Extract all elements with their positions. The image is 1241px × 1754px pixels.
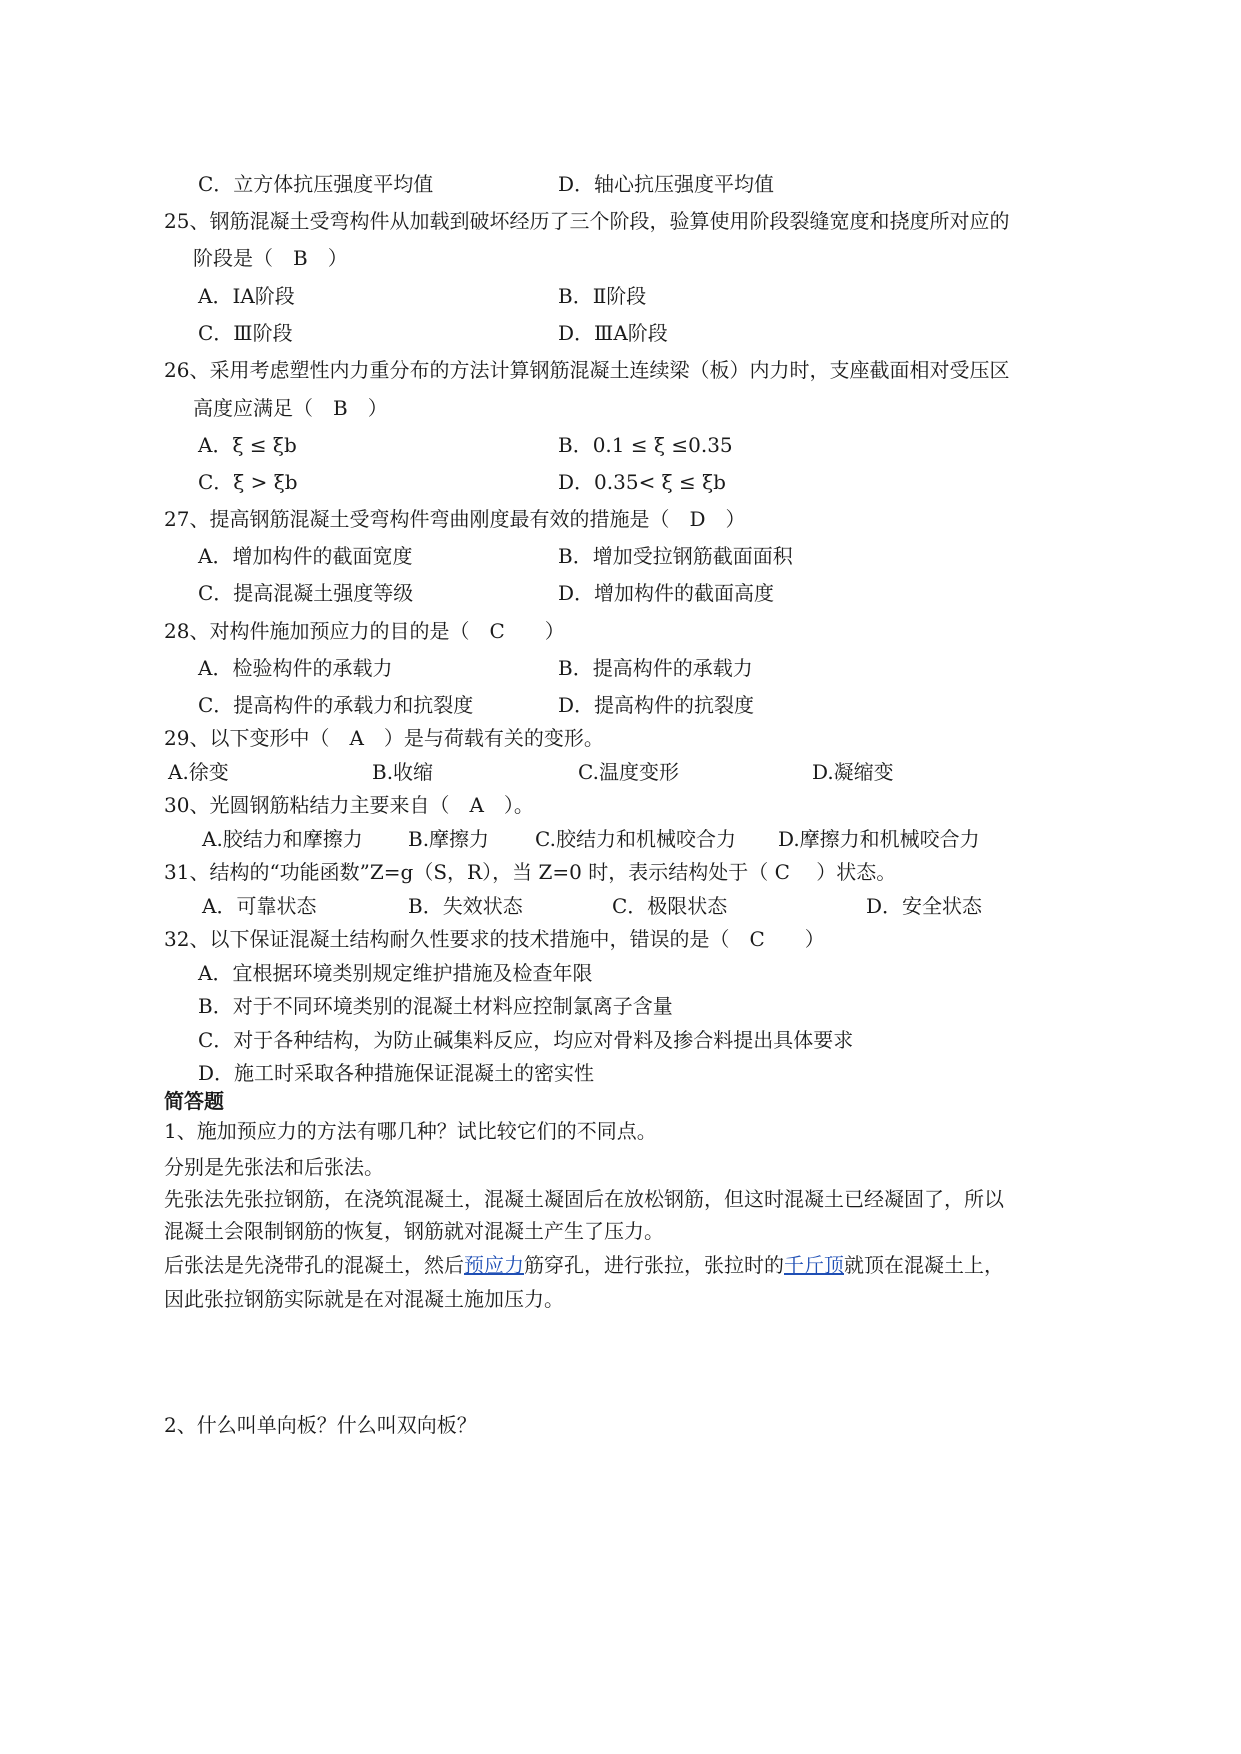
q29-text: 29、以下变形中（ A ）是与荷载有关的变形。	[164, 726, 604, 750]
answer-text-segment: 就顶在混凝土上，	[844, 1253, 1004, 1277]
q24-option-c: C．立方体抗压强度平均值	[198, 172, 434, 196]
answer-text-segment: 筋穿孔，进行张拉，张拉时的	[524, 1253, 784, 1277]
link-prestress[interactable]: 预应力	[464, 1253, 524, 1277]
q32-text: 32、以下保证混凝土结构耐久性要求的技术措施中，错误的是（ C ）	[164, 927, 825, 951]
q29-option-c: C.温度变形	[578, 760, 679, 784]
q25-option-a: A．ⅠA阶段	[198, 284, 295, 308]
q30-text: 30、光圆钢筋粘结力主要来自（ A ）。	[164, 793, 534, 817]
q28-option-d: D．提高构件的抗裂度	[558, 693, 755, 717]
q30-option-d: D.摩擦力和机械咬合力	[778, 827, 980, 851]
q29-option-d: D.凝缩变	[812, 760, 894, 784]
q30-option-b: B.摩擦力	[408, 827, 490, 851]
section-heading: 简答题	[164, 1089, 224, 1113]
q31-option-a: A．可靠状态	[202, 894, 317, 918]
q29-option-b: B.收缩	[372, 760, 434, 784]
q27-option-d: D．增加构件的截面高度	[558, 581, 775, 605]
q26-text-cont: 高度应满足（ B ）	[193, 396, 388, 420]
q26-option-a: A．ξ ≤ ξb	[198, 433, 297, 457]
short-q1-answer-1: 分别是先张法和后张法。	[164, 1155, 384, 1179]
q26-text: 26、采用考虑塑性内力重分布的方法计算钢筋混凝土连续梁（板）内力时，支座截面相对受压区	[164, 358, 1010, 382]
link-jack[interactable]: 千斤顶	[784, 1253, 844, 1277]
q25-text: 25、钢筋混凝土受弯构件从加载到破坏经历了三个阶段，验算使用阶段裂缝宽度和挠度所对应的	[164, 209, 1010, 233]
q25-option-b: B．Ⅱ阶段	[558, 284, 647, 308]
q27-text: 27、提高钢筋混凝土受弯构件弯曲刚度最有效的措施是（ D ）	[164, 507, 746, 531]
q26-option-d: D．0.35< ξ ≤ ξb	[558, 470, 726, 494]
q26-option-c: C．ξ > ξb	[198, 470, 298, 494]
q30-option-c: C.胶结力和机械咬合力	[535, 827, 736, 851]
q25-option-c: C．Ⅲ阶段	[198, 321, 293, 345]
q31-option-d: D．安全状态	[866, 894, 983, 918]
q24-option-d: D．轴心抗压强度平均值	[558, 172, 775, 196]
q31-option-c: C．极限状态	[612, 894, 728, 918]
q32-option-c: C．对于各种结构，为防止碱集料反应，均应对骨料及掺合料提出具体要求	[198, 1028, 854, 1052]
q27-option-b: B．增加受拉钢筋截面面积	[558, 544, 793, 568]
short-q1-answer-3	[164, 1252, 1004, 1278]
q32-option-b: B．对于不同环境类别的混凝土材料应控制氯离子含量	[198, 994, 673, 1018]
q28-option-c: C．提高构件的承载力和抗裂度	[198, 693, 474, 717]
q28-text: 28、对构件施加预应力的目的是（ C ）	[164, 619, 565, 643]
short-q2-text: 2、什么叫单向板？什么叫双向板？	[164, 1413, 477, 1437]
short-q1-answer-3-cont: 因此张拉钢筋实际就是在对混凝土施加压力。	[164, 1287, 564, 1311]
q29-option-a: A.徐变	[168, 760, 229, 784]
q25-text-cont: 阶段是（ B ）	[193, 246, 348, 270]
q32-option-d: D．施工时采取各种措施保证混凝土的密实性	[198, 1061, 595, 1085]
q27-option-c: C．提高混凝土强度等级	[198, 581, 414, 605]
q28-option-a: A．检验构件的承载力	[198, 656, 393, 680]
q30-option-a: A.胶结力和摩擦力	[202, 827, 363, 851]
q25-option-d: D．ⅢA阶段	[558, 321, 668, 345]
short-q1-text: 1、施加预应力的方法有哪几种？试比较它们的不同点。	[164, 1119, 657, 1143]
q31-text: 31、结构的“功能函数”Z=g（S，R），当 Z=0 时，表示结构处于（ C ）状态。	[164, 860, 897, 884]
q28-option-b: B．提高构件的承载力	[558, 656, 753, 680]
short-q1-answer-2-cont: 混凝土会限制钢筋的恢复，钢筋就对混凝土产生了压力。	[164, 1219, 664, 1243]
q27-option-a: A．增加构件的截面宽度	[198, 544, 413, 568]
short-q1-answer-2: 先张法先张拉钢筋，在浇筑混凝土，混凝土凝固后在放松钢筋，但这时混凝土已经凝固了，所以	[164, 1187, 1004, 1211]
q32-option-a: A．宜根据环境类别规定维护措施及检查年限	[198, 961, 593, 985]
q31-option-b: B．失效状态	[408, 894, 523, 918]
q26-option-b: B．0.1 ≤ ξ ≤0.35	[558, 433, 733, 457]
answer-text-segment: 后张法是先浇带孔的混凝土，然后	[164, 1253, 464, 1277]
